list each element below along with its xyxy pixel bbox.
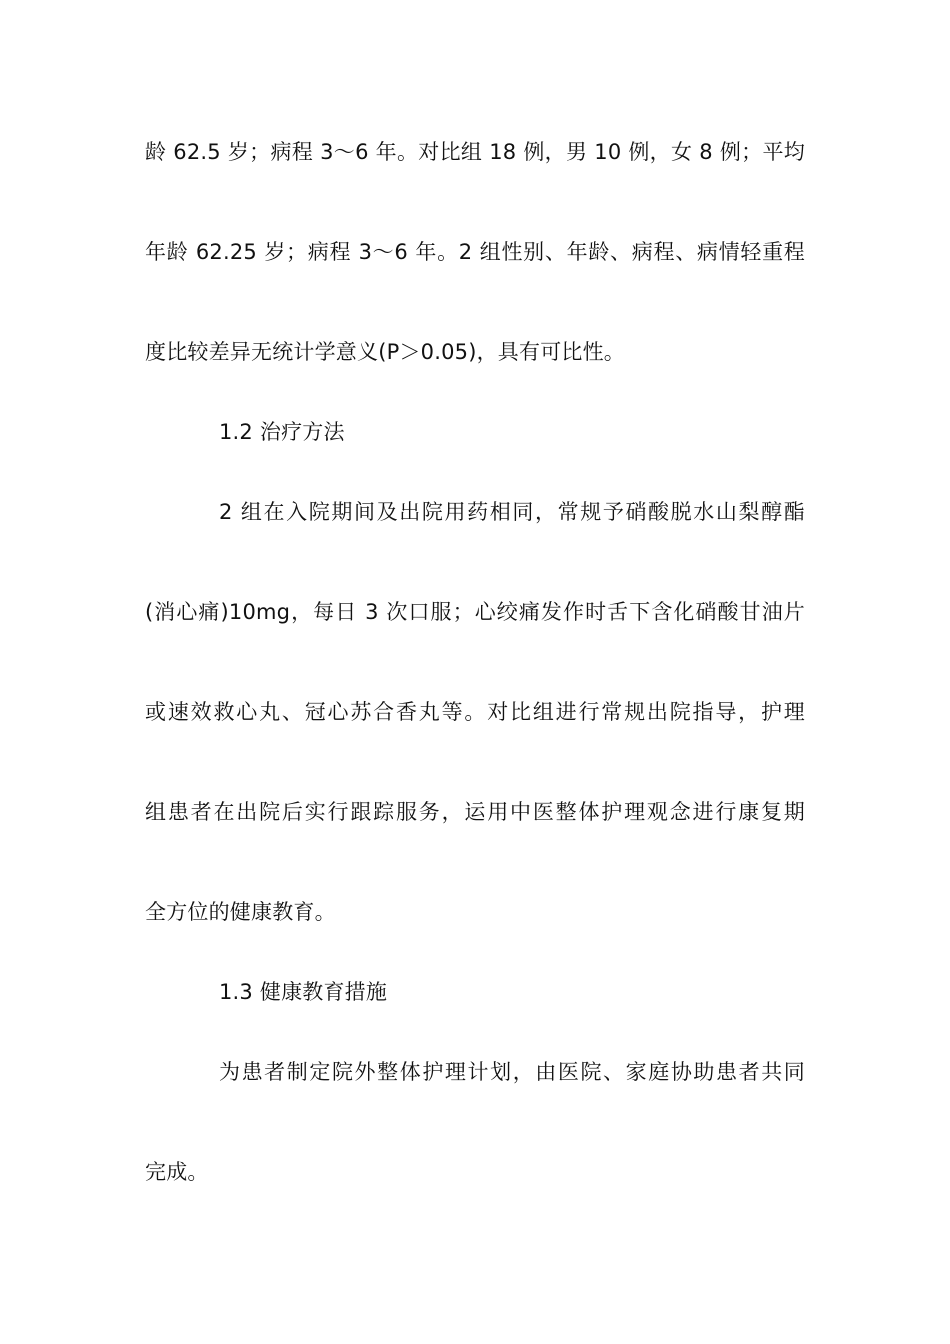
paragraph-line: 年龄 62.25 岁；病程 3～6 年。2 组性别、年龄、病程、病情轻重程: [145, 240, 805, 264]
paragraph-line: 完成。: [145, 1160, 209, 1184]
paragraph-line: 龄 62.5 岁；病程 3～6 年。对比组 18 例，男 10 例，女 8 例；平均: [145, 140, 805, 164]
paragraph-line: (消心痛)10mg，每日 3 次口服；心绞痛发作时舌下含化硝酸甘油片: [145, 600, 805, 624]
section-heading: 1.3 健康教育措施: [219, 980, 388, 1004]
paragraph-line: 全方位的健康教育。: [145, 900, 336, 924]
section-heading: 1.2 治疗方法: [219, 420, 345, 444]
paragraph-line: 2 组在入院期间及出院用药相同，常规予硝酸脱水山梨醇酯: [219, 500, 805, 524]
paragraph-line: 或速效救心丸、冠心苏合香丸等。对比组进行常规出院指导，护理: [145, 700, 805, 724]
paragraph-line: 组患者在出院后实行跟踪服务，运用中医整体护理观念进行康复期: [145, 800, 805, 824]
paragraph-line: 为患者制定院外整体护理计划，由医院、家庭协助患者共同: [219, 1060, 805, 1084]
paragraph-line: 度比较差异无统计学意义(P＞0.05)，具有可比性。: [145, 340, 626, 364]
